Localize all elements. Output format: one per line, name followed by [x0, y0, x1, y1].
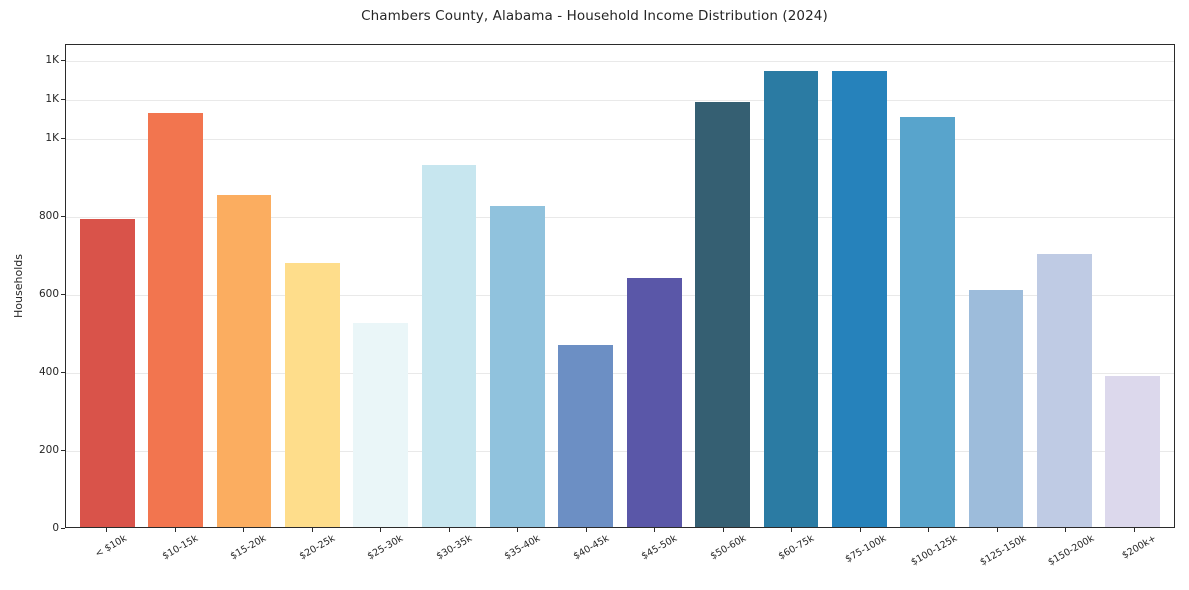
x-tick-mark: [791, 528, 792, 532]
bar-slot: [962, 45, 1030, 527]
bar[interactable]: [627, 278, 682, 527]
x-tick-mark: [928, 528, 929, 532]
bar[interactable]: [285, 263, 340, 527]
x-label-slot: [278, 528, 347, 588]
x-tick-label: < $10k: [93, 533, 130, 560]
bar-slot: [415, 45, 483, 527]
chart-title: Chambers County, Alabama - Household Income Distribution (2024): [361, 8, 828, 24]
x-tick-label: $50-60k: [708, 533, 748, 563]
x-tick-label: $20-25k: [297, 533, 337, 563]
x-axis-labels: [65, 528, 1175, 588]
x-tick-mark: [517, 528, 518, 532]
x-label-slot: [552, 528, 621, 588]
bar[interactable]: [80, 219, 135, 527]
y-tick-label: 400: [38, 365, 59, 378]
x-tick-mark: [449, 528, 450, 532]
x-tick-label: $125-150k: [977, 533, 1028, 569]
x-tick-mark: [997, 528, 998, 532]
bar[interactable]: [558, 345, 613, 527]
bar-slot: [620, 45, 688, 527]
x-tick-label: $45-50k: [639, 533, 680, 563]
x-label-slot: [1100, 528, 1169, 588]
x-label-slot: [894, 528, 963, 588]
bar[interactable]: [695, 102, 750, 527]
x-tick-mark: [1134, 528, 1135, 532]
x-label-slot: [826, 528, 895, 588]
x-label-slot: [415, 528, 484, 588]
bar[interactable]: [353, 323, 408, 527]
bar[interactable]: [148, 113, 203, 527]
x-tick-label: $25-30k: [365, 533, 406, 563]
bar[interactable]: [764, 71, 819, 527]
bar-slot: [757, 45, 825, 527]
x-tick-mark: [106, 528, 107, 532]
x-tick-label: $35-40k: [502, 533, 543, 563]
x-label-slot: [689, 528, 758, 588]
bar[interactable]: [900, 117, 955, 527]
bar[interactable]: [490, 206, 545, 527]
y-tick-label: 1K: [45, 53, 59, 66]
x-label-slot: [757, 528, 826, 588]
bar-slot: [688, 45, 756, 527]
x-label-slot: [483, 528, 552, 588]
x-tick-label: $75-100k: [843, 533, 888, 566]
x-tick-label: $60-75k: [776, 533, 817, 563]
bar-slot: [210, 45, 278, 527]
y-tick-label: 600: [38, 287, 59, 300]
bar-slot: [825, 45, 893, 527]
bar-slot: [1099, 45, 1167, 527]
bar-slot: [278, 45, 346, 527]
x-tick-mark: [654, 528, 655, 532]
bar[interactable]: [217, 195, 272, 527]
x-label-slot: [963, 528, 1032, 588]
x-tick-label: $200k+: [1119, 533, 1159, 562]
x-tick-label: $15-20k: [228, 533, 269, 563]
x-label-slot: [141, 528, 210, 588]
bar-slot: [552, 45, 620, 527]
bar-slot: [894, 45, 962, 527]
bar[interactable]: [1037, 254, 1092, 527]
bar[interactable]: [969, 290, 1024, 527]
x-tick-label: $40-45k: [571, 533, 611, 563]
bar-slot: [73, 45, 141, 527]
bar-slot: [1030, 45, 1098, 527]
x-tick-label: $100-125k: [909, 533, 960, 569]
x-tick-mark: [1065, 528, 1066, 532]
bar-slot: [141, 45, 209, 527]
bar-slot: [483, 45, 551, 527]
y-tick-label: 1K: [45, 92, 59, 105]
x-tick-mark: [312, 528, 313, 532]
x-tick-mark: [175, 528, 176, 532]
x-tick-mark: [243, 528, 244, 532]
x-tick-mark: [380, 528, 381, 532]
plot-area: [65, 44, 1175, 528]
y-tick-label: 200: [38, 443, 59, 456]
bar[interactable]: [422, 165, 477, 527]
bar-series: [66, 45, 1174, 527]
x-tick-mark: [723, 528, 724, 532]
bar-slot: [347, 45, 415, 527]
bar[interactable]: [832, 71, 887, 527]
x-label-slot: [209, 528, 278, 588]
bar[interactable]: [1105, 376, 1160, 527]
x-label-slot: [620, 528, 689, 588]
x-tick-mark: [586, 528, 587, 532]
x-tick-label: $10-15k: [160, 533, 200, 563]
y-tick-label: 800: [38, 209, 59, 222]
x-tick-label: $30-35k: [434, 533, 474, 563]
x-tick-label: $150-200k: [1046, 533, 1097, 569]
x-label-slot: [1031, 528, 1100, 588]
x-tick-mark: [860, 528, 861, 532]
y-tick-label: 1K: [45, 131, 59, 144]
x-label-slot: [346, 528, 415, 588]
x-label-slot: [72, 528, 141, 588]
y-tick-label: 0: [52, 522, 59, 534]
y-axis-label: Households: [12, 254, 25, 318]
